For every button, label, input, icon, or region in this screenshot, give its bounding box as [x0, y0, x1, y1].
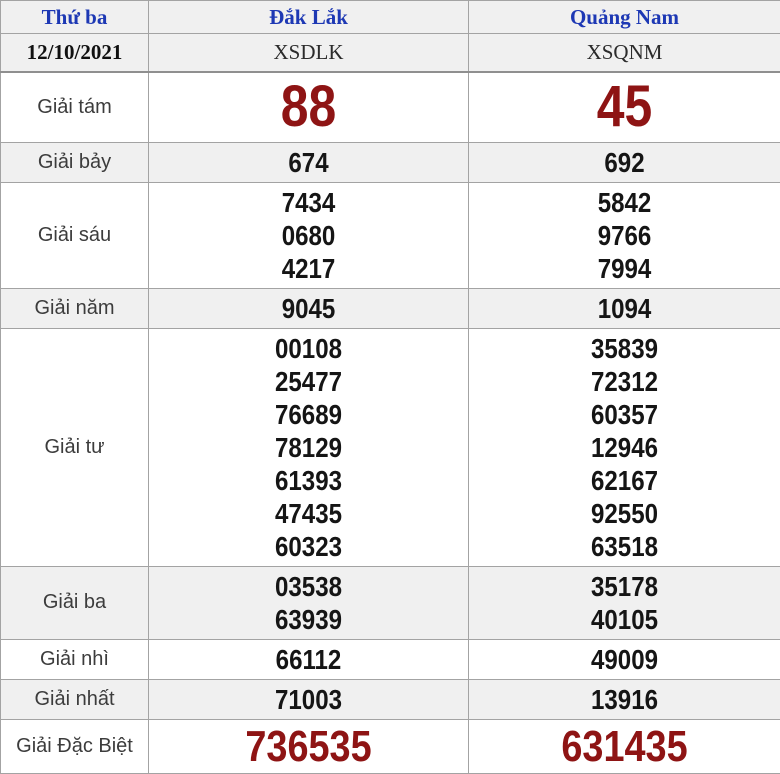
quangnam-numbers-cell: [469, 719, 780, 773]
prize-number: 62167: [491, 464, 758, 497]
daklak-numbers-cell: [149, 719, 469, 773]
table-row: [1, 679, 780, 719]
daklak-numbers-cell: [149, 182, 469, 288]
prize-number: 0680: [171, 219, 445, 252]
prize-number: 25477: [171, 365, 445, 398]
codes-row: [1, 34, 780, 73]
daklak-numbers-cell: [149, 679, 469, 719]
prize-number: 7434: [171, 186, 445, 219]
daklak-numbers-cell: [149, 639, 469, 679]
results-body: [1, 72, 780, 773]
prize-number: 1094: [491, 292, 758, 325]
province-link-quangnam[interactable]: Quảng Nam: [469, 1, 780, 34]
prize-number: 35178: [491, 570, 758, 603]
header-row: [1, 1, 780, 34]
prize-label: Giải năm: [1, 288, 149, 328]
prize-number: 78129: [171, 431, 445, 464]
prize-label: Giải tám: [1, 72, 149, 142]
prize-number: 61393: [171, 464, 445, 497]
prize-label: Giải nhất: [1, 679, 149, 719]
prize-number: 66112: [171, 643, 445, 676]
prize-number: 76689: [171, 398, 445, 431]
prize-number: 13916: [491, 683, 758, 716]
table-row: [1, 288, 780, 328]
prize-number: 12946: [491, 431, 758, 464]
table-row: [1, 639, 780, 679]
province-link-daklak[interactable]: Đắk Lắk: [149, 1, 469, 34]
table-row: [1, 72, 780, 142]
daklak-numbers-cell: [149, 288, 469, 328]
prize-number: 92550: [491, 497, 758, 530]
prize-label: Giải ba: [1, 566, 149, 639]
prize-number: 63518: [491, 530, 758, 563]
quangnam-numbers-cell: [469, 566, 780, 639]
daklak-numbers-cell: [149, 566, 469, 639]
prize-number: 71003: [171, 683, 445, 716]
quangnam-numbers-cell: [469, 288, 780, 328]
prize-number: 40105: [491, 603, 758, 636]
table-row: [1, 142, 780, 182]
prize-number: 63939: [171, 603, 445, 636]
table-row: [1, 566, 780, 639]
table-header: [1, 1, 780, 73]
prize-number: 60357: [491, 398, 758, 431]
prize-number: 45: [491, 76, 758, 138]
table-row: [1, 328, 780, 566]
prize-number: 60323: [171, 530, 445, 563]
prize-number: 72312: [491, 365, 758, 398]
lottery-code-daklak: XSDLK: [149, 34, 469, 73]
prize-number: 7994: [491, 252, 758, 285]
prize-number: 674: [171, 146, 445, 179]
lottery-code-quangnam: XSQNM: [469, 34, 780, 73]
prize-number: 4217: [171, 252, 445, 285]
prize-number: 9766: [491, 219, 758, 252]
daklak-numbers-cell: [149, 142, 469, 182]
quangnam-numbers-cell: [469, 182, 780, 288]
quangnam-numbers-cell: [469, 639, 780, 679]
prize-number: 00108: [171, 332, 445, 365]
prize-number: 5842: [491, 186, 758, 219]
quangnam-numbers-cell: [469, 142, 780, 182]
prize-number: 47435: [171, 497, 445, 530]
prize-number: 03538: [171, 570, 445, 603]
daklak-numbers-cell: [149, 72, 469, 142]
table-row: [1, 719, 780, 773]
weekday-header[interactable]: Thứ ba: [1, 1, 149, 34]
prize-number: 736535: [171, 723, 445, 770]
prize-label: Giải bảy: [1, 142, 149, 182]
table-row: [1, 182, 780, 288]
prize-number: 35839: [491, 332, 758, 365]
daklak-numbers-cell: [149, 328, 469, 566]
quangnam-numbers-cell: [469, 679, 780, 719]
prize-number: 49009: [491, 643, 758, 676]
prize-label: Giải Đặc Biệt: [1, 719, 149, 773]
prize-number: 692: [491, 146, 758, 179]
prize-number: 631435: [491, 723, 758, 770]
prize-label: Giải sáu: [1, 182, 149, 288]
quangnam-numbers-cell: [469, 328, 780, 566]
prize-number: 9045: [171, 292, 445, 325]
prize-number: 88: [171, 76, 445, 138]
quangnam-numbers-cell: [469, 72, 780, 142]
prize-label: Giải tư: [1, 328, 149, 566]
prize-label: Giải nhì: [1, 639, 149, 679]
draw-date: 12/10/2021: [1, 34, 149, 73]
